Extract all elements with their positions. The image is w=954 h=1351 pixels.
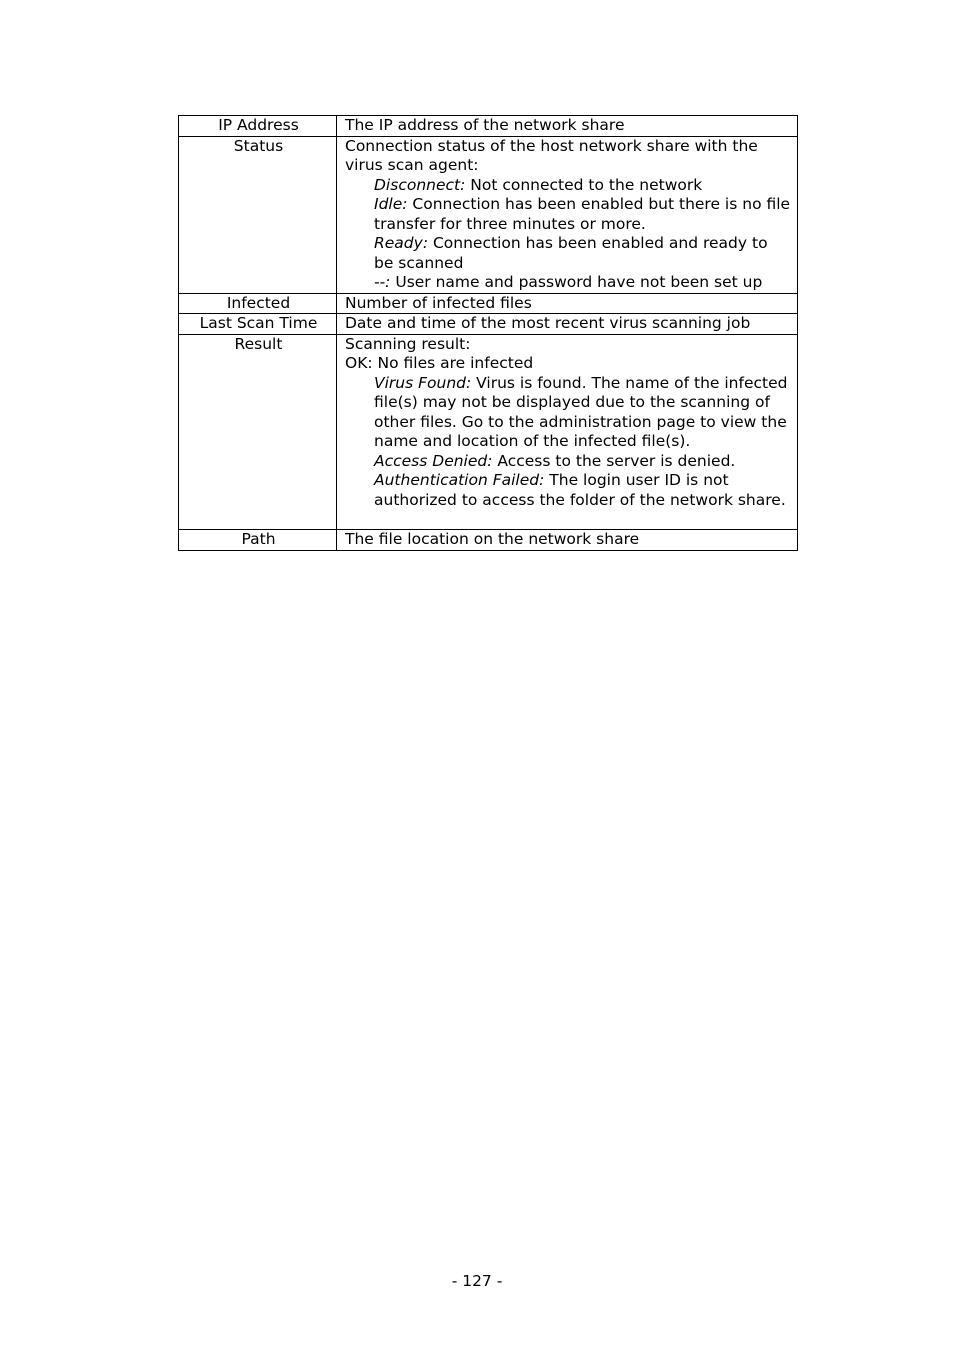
status-item: [345, 195, 791, 234]
field-label: Status: [179, 136, 337, 293]
status-text: Connection has been enabled but there is no file transfer for three minutes or more.: [374, 195, 791, 233]
status-item: [345, 176, 791, 196]
status-term: Disconnect:: [374, 175, 466, 194]
field-description: Date and time of the most recent virus scanning job: [337, 314, 798, 335]
field-description: Number of infected files: [337, 293, 798, 314]
status-text: Not connected to the network: [465, 175, 703, 194]
field-label: Infected: [179, 293, 337, 314]
result-text: The login user ID is not authorized to access the folder of the network share.: [374, 471, 786, 509]
status-term: Idle:: [374, 195, 408, 213]
table-row-result: [179, 334, 798, 530]
result-item: [345, 452, 791, 472]
status-intro: Connection status of the host network share with the virus scan agent:: [345, 136, 758, 174]
field-description: The file location on the network share: [337, 530, 798, 551]
table-row-path: [179, 530, 798, 551]
status-term: Ready:: [374, 234, 429, 252]
table-row-last-scan-time: [179, 314, 798, 335]
result-intro: Scanning result:: [345, 334, 471, 353]
field-description-table: [178, 115, 798, 551]
result-term: Virus Found:: [374, 373, 472, 392]
field-label: Result: [179, 334, 337, 530]
status-item: [345, 273, 791, 293]
status-item: [345, 234, 791, 273]
table-row-status: [179, 136, 798, 293]
result-item: [345, 471, 791, 510]
field-description: [337, 136, 798, 293]
field-description: The IP address of the network share: [337, 116, 798, 137]
status-text: User name and password have not been set up: [390, 273, 763, 291]
field-label: IP Address: [179, 116, 337, 137]
field-label: Path: [179, 530, 337, 551]
field-description: [337, 334, 798, 530]
result-text: Virus is found. The name of the infected file(s) may not be displayed due to the scanning of other files. Go to the administration page to view the name and location of the infected file(s).: [374, 373, 788, 450]
table-row-infected: [179, 293, 798, 314]
result-ok-line: OK: No files are infected: [345, 354, 534, 372]
result-term: Authentication Failed:: [374, 471, 545, 489]
result-item: [345, 374, 791, 452]
table-row-ip-address: [179, 116, 798, 137]
page-number: - 127 -: [451, 1272, 503, 1290]
status-term: --:: [374, 273, 391, 291]
result-text: Access to the server is denied.: [492, 451, 736, 470]
status-text: Connection has been enabled and ready to be scanned: [374, 234, 768, 272]
field-label: Last Scan Time: [179, 314, 337, 335]
result-term: Access Denied:: [374, 451, 493, 470]
